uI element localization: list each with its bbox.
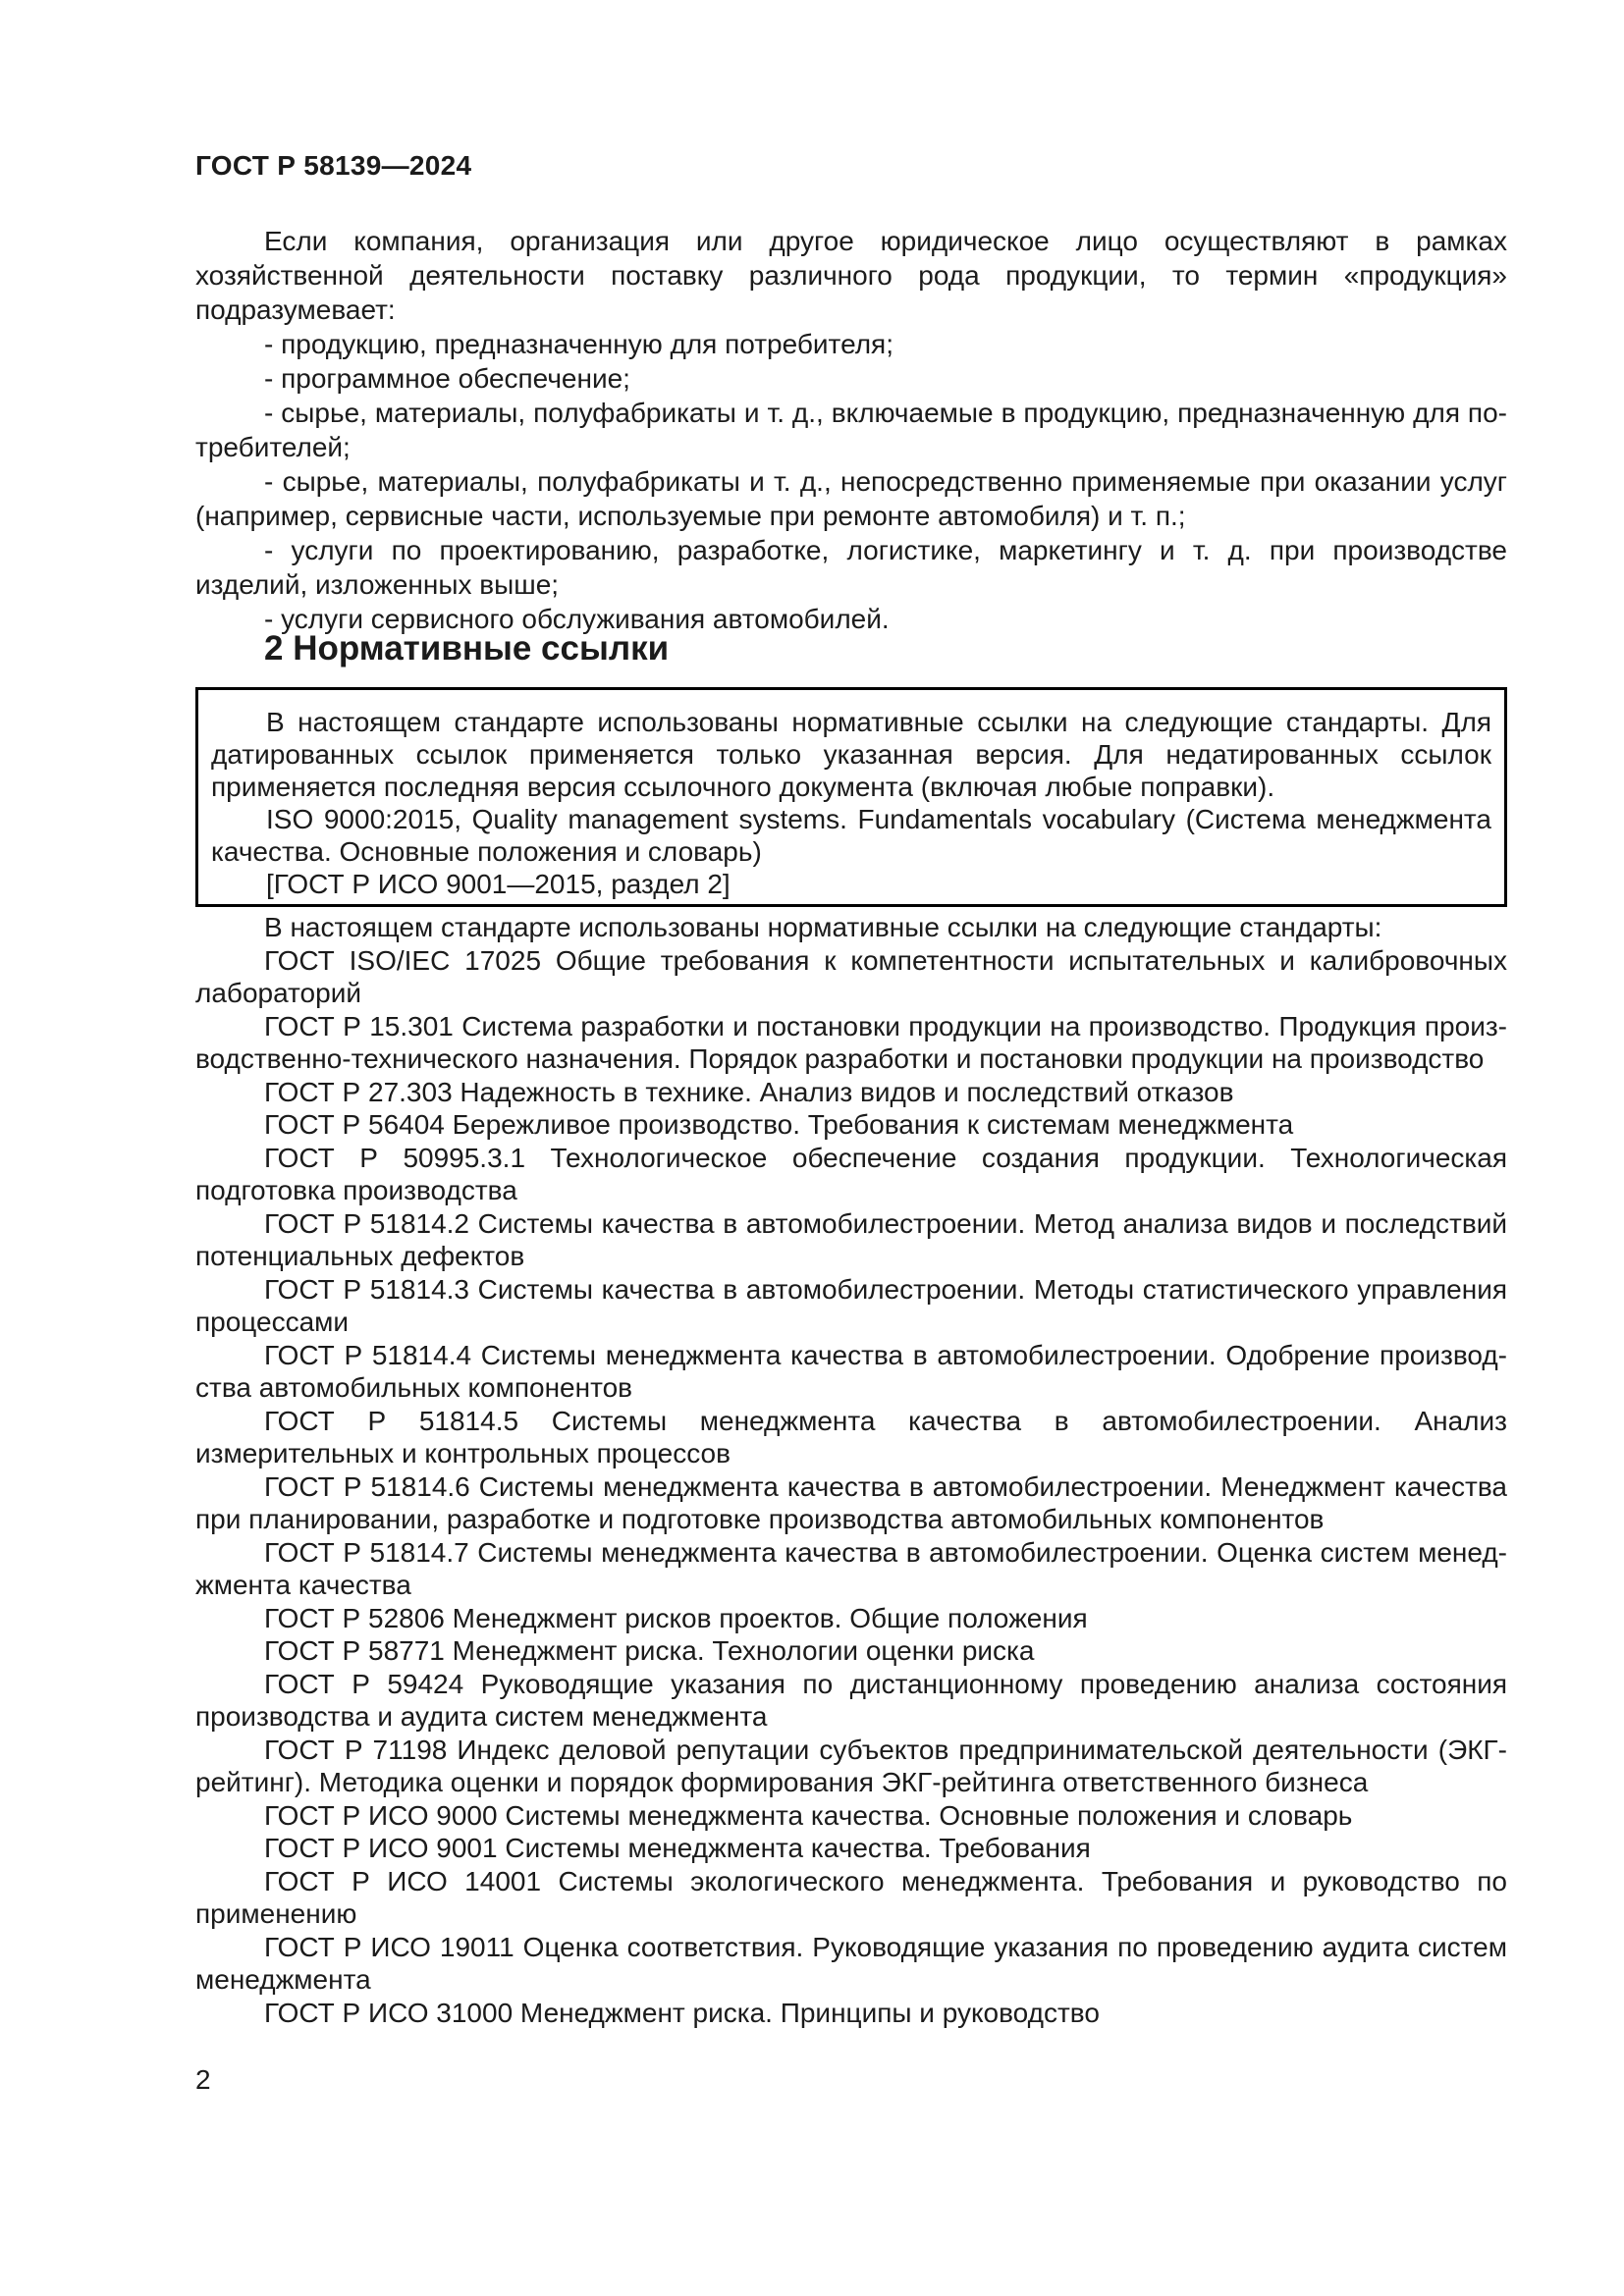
reference-item: ГОСТ Р 58771 Менеджмент риска. Технологии оценки риска [264,1635,1035,1666]
reference-item: ГОСТ Р 51814.2 Системы качества в автомобилестроении. Метод анализа видов и последствий потенциальных дефектов [195,1207,1507,1271]
reference-item: ГОСТ Р ИСО 9001 Системы менеджмента качества. Требования [264,1833,1091,1863]
reference-item: ГОСТ Р 51814.7 Системы менеджмента качества в автомобилестроении. Оценка систем менеджмента качества [195,1536,1507,1600]
reference-item: ГОСТ ISO/IEC 17025 Общие требования к компетентности испытательных и калибровочных лабораторий [195,944,1507,1008]
reference-item: ГОСТ Р 51814.5 Системы менеджмента качества в автомобилестроении. Анализ измерительных и контрольных процессов [195,1405,1507,1468]
product-definition-list [195,327,1507,636]
list-item: - продукцию, предназначенную для потребителя; [264,329,893,359]
note-box-paragraph: [ГОСТ Р ИСО 9001—2015, раздел 2] [266,869,731,899]
references-list [195,944,1507,2030]
section-heading: 2 Нормативные ссылки [264,629,670,667]
reference-item: ГОСТ Р 27.303 Надежность в технике. Анализ видов и последствий отказов [264,1076,1234,1107]
reference-item: ГОСТ Р 51814.4 Системы менеджмента качества в автомобилестроении. Одобрение производства автомобильных компонентов [195,1339,1507,1403]
page-number: 2 [195,2064,211,2095]
reference-item: ГОСТ Р 50995.3.1 Технологическое обеспечение создания продукции. Технологическая подготовка производства [195,1142,1507,1205]
reference-item: ГОСТ Р ИСО 19011 Оценка соответствия. Руководящие указания по проведению аудита систем менеджмента [195,1931,1507,1995]
reference-item: ГОСТ Р 52806 Менеджмент рисков проектов. Общие положения [264,1602,1088,1633]
document-code-header: ГОСТ Р 58139—2024 [195,150,472,181]
intro-paragraph: Если компания, организация или другое юридическое лицо осуществляют в рамках хозяйственной деятельности поставку различного рода продукции, то термин «продукция» подразумевает: [195,226,1507,325]
list-item: - услуги сервисного обслуживания автомобилей. [264,604,890,634]
list-item: - программное обеспечение; [264,363,630,394]
reference-item: ГОСТ Р 51814.3 Системы качества в автомобилестроении. Методы статистического управления процессами [195,1273,1507,1337]
reference-item: ГОСТ Р 15.301 Система разработки и постановки продукции на производство. Продукция производственно-технического назначения. Порядок разработки и постановки продукции на производство [195,1010,1507,1074]
reference-item: ГОСТ Р 71198 Индекс деловой репутации субъектов предпринимательской деятельности (ЭКГ-рейтинг). Методика оценки и порядок формирования ЭКГ-рейтинга ответственного бизнеса [195,1734,1507,1797]
intro-section [195,224,1507,636]
list-item: - услуги по проектированию, разработке, логистике, маркетингу и т. д. при производстве изделий, изложенных выше; [195,535,1507,600]
references-intro-paragraph: В настоящем стандарте использованы нормативные ссылки на следующие стандарты: [264,912,1382,942]
list-item: - сырье, материалы, полуфабрикаты и т. д., включаемые в продукцию, предназначенную для потребителей; [195,398,1507,462]
reference-item: ГОСТ Р 51814.6 Системы менеджмента качества в автомобилестроении. Менеджмент качества при планировании, разработке и подготовке производства автомобильных компонентов [195,1470,1507,1534]
normative-reference-box [195,687,1507,907]
note-box-paragraph: ISO 9000:2015, Quality management systems. Fundamentals vocabulary (Система менеджмента качества. Основные положения и словарь) [211,804,1491,867]
list-item: - сырье, материалы, полуфабрикаты и т. д., непосредственно применяемые при оказании услуг (например, сервисные части, используемые при ремонте автомобиля) и т. п.; [195,466,1507,531]
note-box-paragraph: В настоящем стандарте использованы нормативные ссылки на следующие стандарты. Для датированных ссылок применяется только указанная версия. Для недатированных ссылок применяется последняя версия ссылочного документа (включая любые поправки). [211,707,1491,802]
reference-item: ГОСТ Р 56404 Бережливое производство. Требования к системам менеджмента [264,1109,1294,1140]
references-section [195,911,1507,2029]
reference-item: ГОСТ Р 59424 Руководящие указания по дистанционному проведению анализа состояния производства и аудита систем менеджмента [195,1668,1507,1732]
reference-item: ГОСТ Р ИСО 9000 Системы менеджмента качества. Основные положения и словарь [264,1799,1353,1831]
reference-item: ГОСТ Р ИСО 14001 Системы экологического менеджмента. Требования и руководство по применению [195,1865,1507,1929]
reference-item: ГОСТ Р ИСО 31000 Менеджмент риска. Принципы и руководство [264,1997,1100,2028]
